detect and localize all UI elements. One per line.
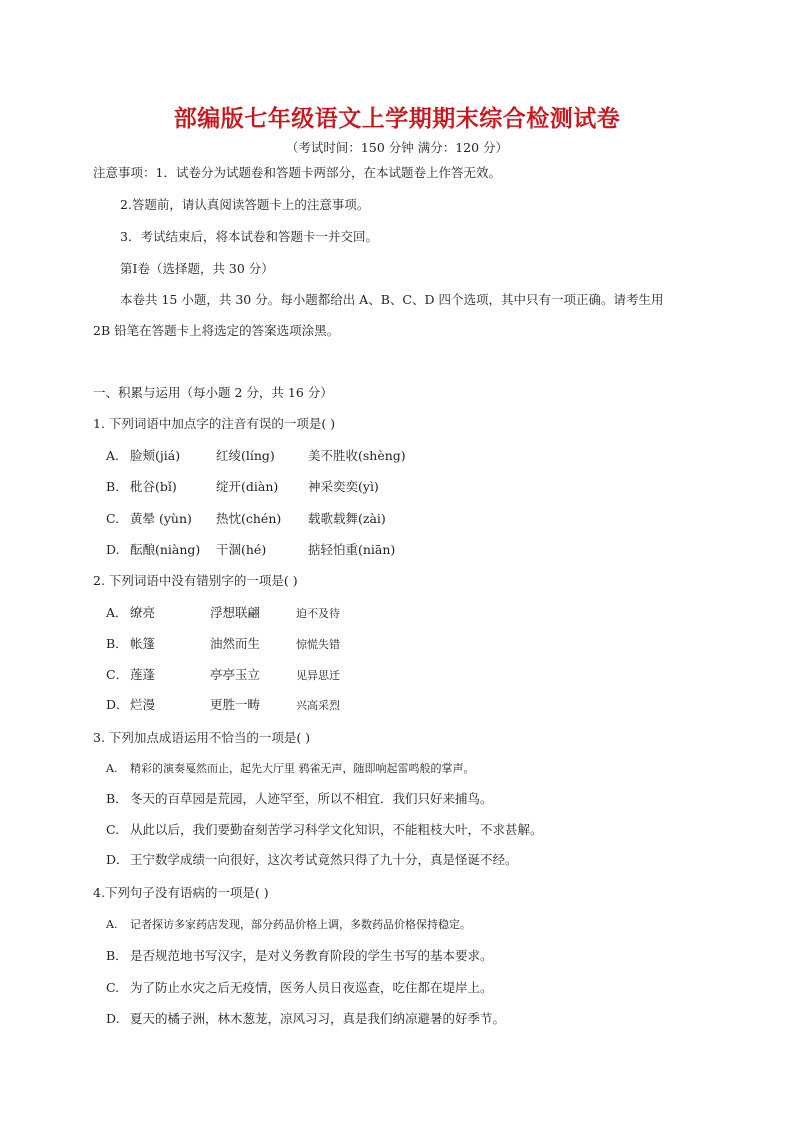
option-label: D．: [106, 697, 129, 712]
note-item-3: 3．考试结束后，将本试卷和答题卡一并交回。: [120, 229, 378, 244]
option-word-3: 兴高采烈: [296, 699, 340, 712]
exam-title: 部编版七年级语文上学期期末综合检测试卷: [173, 106, 621, 132]
option-text: 王宁数学成绩一向很好，这次考试竟然只得了九十分，真是怪诞不经。: [130, 852, 518, 867]
option-word-3: 载歌载舞(zài): [308, 511, 386, 526]
option-label: A．: [106, 605, 128, 620]
option-word-2: 绽开(diàn): [216, 479, 279, 494]
question-4-option-a: [106, 916, 471, 934]
option-label: B.: [106, 479, 120, 494]
question-1-option-b: [106, 478, 379, 496]
option-text: 记者探访多家药店发现，部分药品价格上调，多数药品价格保持稳定。: [130, 918, 471, 931]
option-label: C．: [106, 667, 129, 682]
question-4-option-c: [106, 979, 493, 997]
question-3-option-b: [106, 790, 493, 808]
option-text: 是否规范地书写汉字，是对义务教育阶段的学生书写的基本要求。: [130, 948, 493, 963]
question-1-option-c: [106, 510, 386, 528]
option-text: 为了防止水灾之后无疫情，医务人员日夜巡查，吃住都在堤岸上。: [130, 980, 493, 995]
option-word-2: 浮想联翩: [210, 605, 261, 620]
question-1-option-a: [106, 447, 406, 465]
question-3-option-c: [106, 821, 543, 839]
notes-heading: 注意事项：1．试卷分为试题卷和答题卡两部分，在本试题卷上作答无效。: [93, 165, 501, 180]
option-word-2: 热忱(chén): [216, 511, 282, 526]
option-word-1: 脸颊(jiá): [130, 448, 181, 463]
question-3-option-d: [106, 851, 518, 869]
option-word-3: 见异思迁: [296, 669, 340, 682]
option-label: C.: [106, 980, 120, 995]
option-label: A.: [106, 762, 118, 775]
question-2-option-b: [106, 635, 340, 654]
question-3-option-a: [106, 760, 475, 778]
question-4-option-b: [106, 947, 493, 965]
question-4-option-d: [106, 1010, 505, 1028]
option-word-2: 干涸(hé): [216, 542, 267, 557]
option-word-3: 迫不及待: [296, 607, 340, 620]
volume-intro-line2: 2B 铅笔在答题卡上将选定的答案选项涂黑。: [93, 323, 340, 338]
volume-intro-line1: 本卷共 15 小题，共 30 分。每小题都给出 A、B、C、D 四个选项，其中只有一项正确。请考生用: [120, 292, 664, 307]
question-2-option-a: [106, 604, 340, 623]
note-item-2: 2.答题前，请认真阅读答题卡上的注意事项。: [120, 197, 370, 212]
option-label: B．: [106, 791, 128, 806]
option-label: B．: [106, 948, 128, 963]
section-title: 一、积累与运用（每小题 2 分，共 16 分）: [93, 385, 333, 400]
question-4-stem: 4.下列句子没有语病的一项是( ): [93, 885, 269, 900]
option-label: A.: [106, 448, 120, 463]
question-2-option-c: [106, 666, 340, 685]
option-word-3: 美不胜收(shèng): [308, 448, 406, 463]
option-label: D.: [106, 1011, 120, 1026]
exam-subtitle: （考试时间：150 分钟 满分：120 分）: [285, 140, 509, 155]
option-label: D.: [106, 542, 120, 557]
option-word-2: 更胜一畴: [210, 697, 261, 712]
volume-title: 第Ⅰ卷（选择题，共 30 分）: [120, 261, 274, 276]
option-text: 精彩的演奏戛然而止，起先大厅里 鸦雀无声，随即响起雷鸣般的掌声。: [130, 762, 475, 775]
question-3-stem: 3. 下列加点成语运用不恰当的一项是( ): [93, 730, 311, 745]
option-word-1: 黄晕 (yùn): [130, 511, 192, 526]
option-label: D．: [106, 852, 129, 867]
option-text: 从此以后，我们要勤奋刻苦学习科学文化知识，不能粗枝大叶，不求甚解。: [130, 822, 543, 837]
option-word-1: 烂漫: [130, 697, 156, 712]
option-label: A.: [106, 918, 118, 931]
question-1-stem: 1. 下列词语中加点字的注音有误的一项是( ): [93, 416, 336, 431]
option-label: C.: [106, 822, 120, 837]
option-text: 夏天的橘子洲，林木葱茏，凉风习习，真是我们纳凉避暑的好季节。: [130, 1011, 506, 1026]
question-2-option-d: [106, 696, 340, 715]
option-word-1: 缭亮: [130, 605, 156, 620]
option-word-1: 酝酿(niàng): [130, 542, 201, 557]
option-word-3: 掂轻怕重(niān): [308, 542, 396, 557]
option-word-2: 油然而生: [210, 636, 261, 651]
option-word-1: 秕谷(bǐ): [130, 479, 177, 494]
question-1-option-d: [106, 541, 395, 559]
question-2-stem: 2. 下列词语中没有错别字的一项是( ): [93, 573, 298, 588]
option-word-3: 神采奕奕(yì): [308, 479, 379, 494]
option-label: B．: [106, 636, 128, 651]
option-word-3: 惊慌失错: [296, 638, 340, 651]
option-word-2: 亭亭玉立: [210, 667, 261, 682]
option-word-2: 红绫(líng): [216, 448, 275, 463]
option-word-1: 莲蓬: [130, 667, 156, 682]
option-word-1: 帐篷: [130, 636, 156, 651]
option-text: 冬天的百草园是荒园，人迹罕至，所以不相宜．我们只好来捕鸟。: [130, 791, 493, 806]
option-label: C.: [106, 511, 120, 526]
